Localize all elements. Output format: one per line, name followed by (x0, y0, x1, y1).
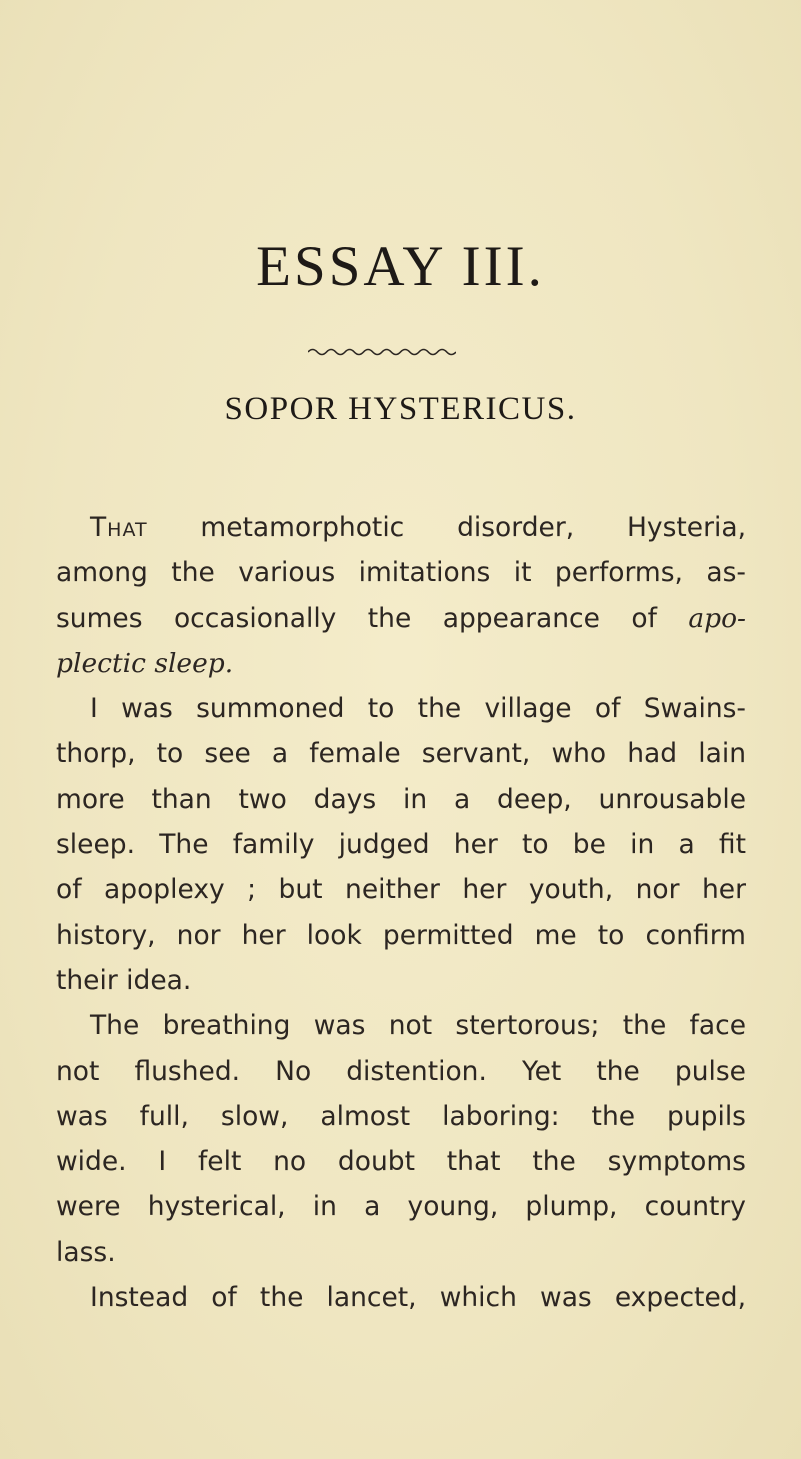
text-line: were hysterical, in a young, plump, country (56, 1191, 746, 1223)
text-line: I was summoned to the village of Swains- (90, 693, 746, 725)
text-line: thorp, to see a female servant, who had lain (56, 738, 746, 770)
text-line: sleep. The family judged her to be in a fit (56, 829, 746, 861)
wavy-rule-ornament (308, 346, 456, 358)
body-text (56, 505, 746, 1320)
text-line: That metamorphotic disorder, Hysteria, (90, 512, 746, 543)
text-line: lass. (56, 1236, 116, 1268)
section-title: SOPOR HYSTERICUS. (224, 391, 577, 427)
italic-term: apo- (688, 602, 746, 634)
text-line: history, nor her look permitted me to confirm (56, 919, 746, 951)
italic-term: plectic sleep. (56, 647, 234, 679)
text-line: Instead of the lancet, which was expected, (90, 1282, 746, 1314)
text-line: more than two days in a deep, unrousable (56, 783, 746, 815)
text-line: The breathing was not stertorous; the face (90, 1010, 746, 1042)
essay-title: ESSAY III. (256, 235, 545, 298)
text-line: was full, slow, almost laboring: the pupils (56, 1100, 746, 1132)
text-line: sumes occasionally the appearance of apo- (56, 602, 746, 634)
text-line: not flushed. No distention. Yet the pulse (56, 1055, 746, 1087)
text-line (56, 641, 746, 686)
text-line: wide. I felt no doubt that the symptoms (56, 1146, 746, 1178)
lead-word: That (90, 512, 148, 543)
text-line: among the various imitations it performs, as- (56, 557, 746, 589)
text-line: their idea. (56, 964, 192, 996)
text-line: of apoplexy ; but neither her youth, nor her (56, 874, 746, 906)
